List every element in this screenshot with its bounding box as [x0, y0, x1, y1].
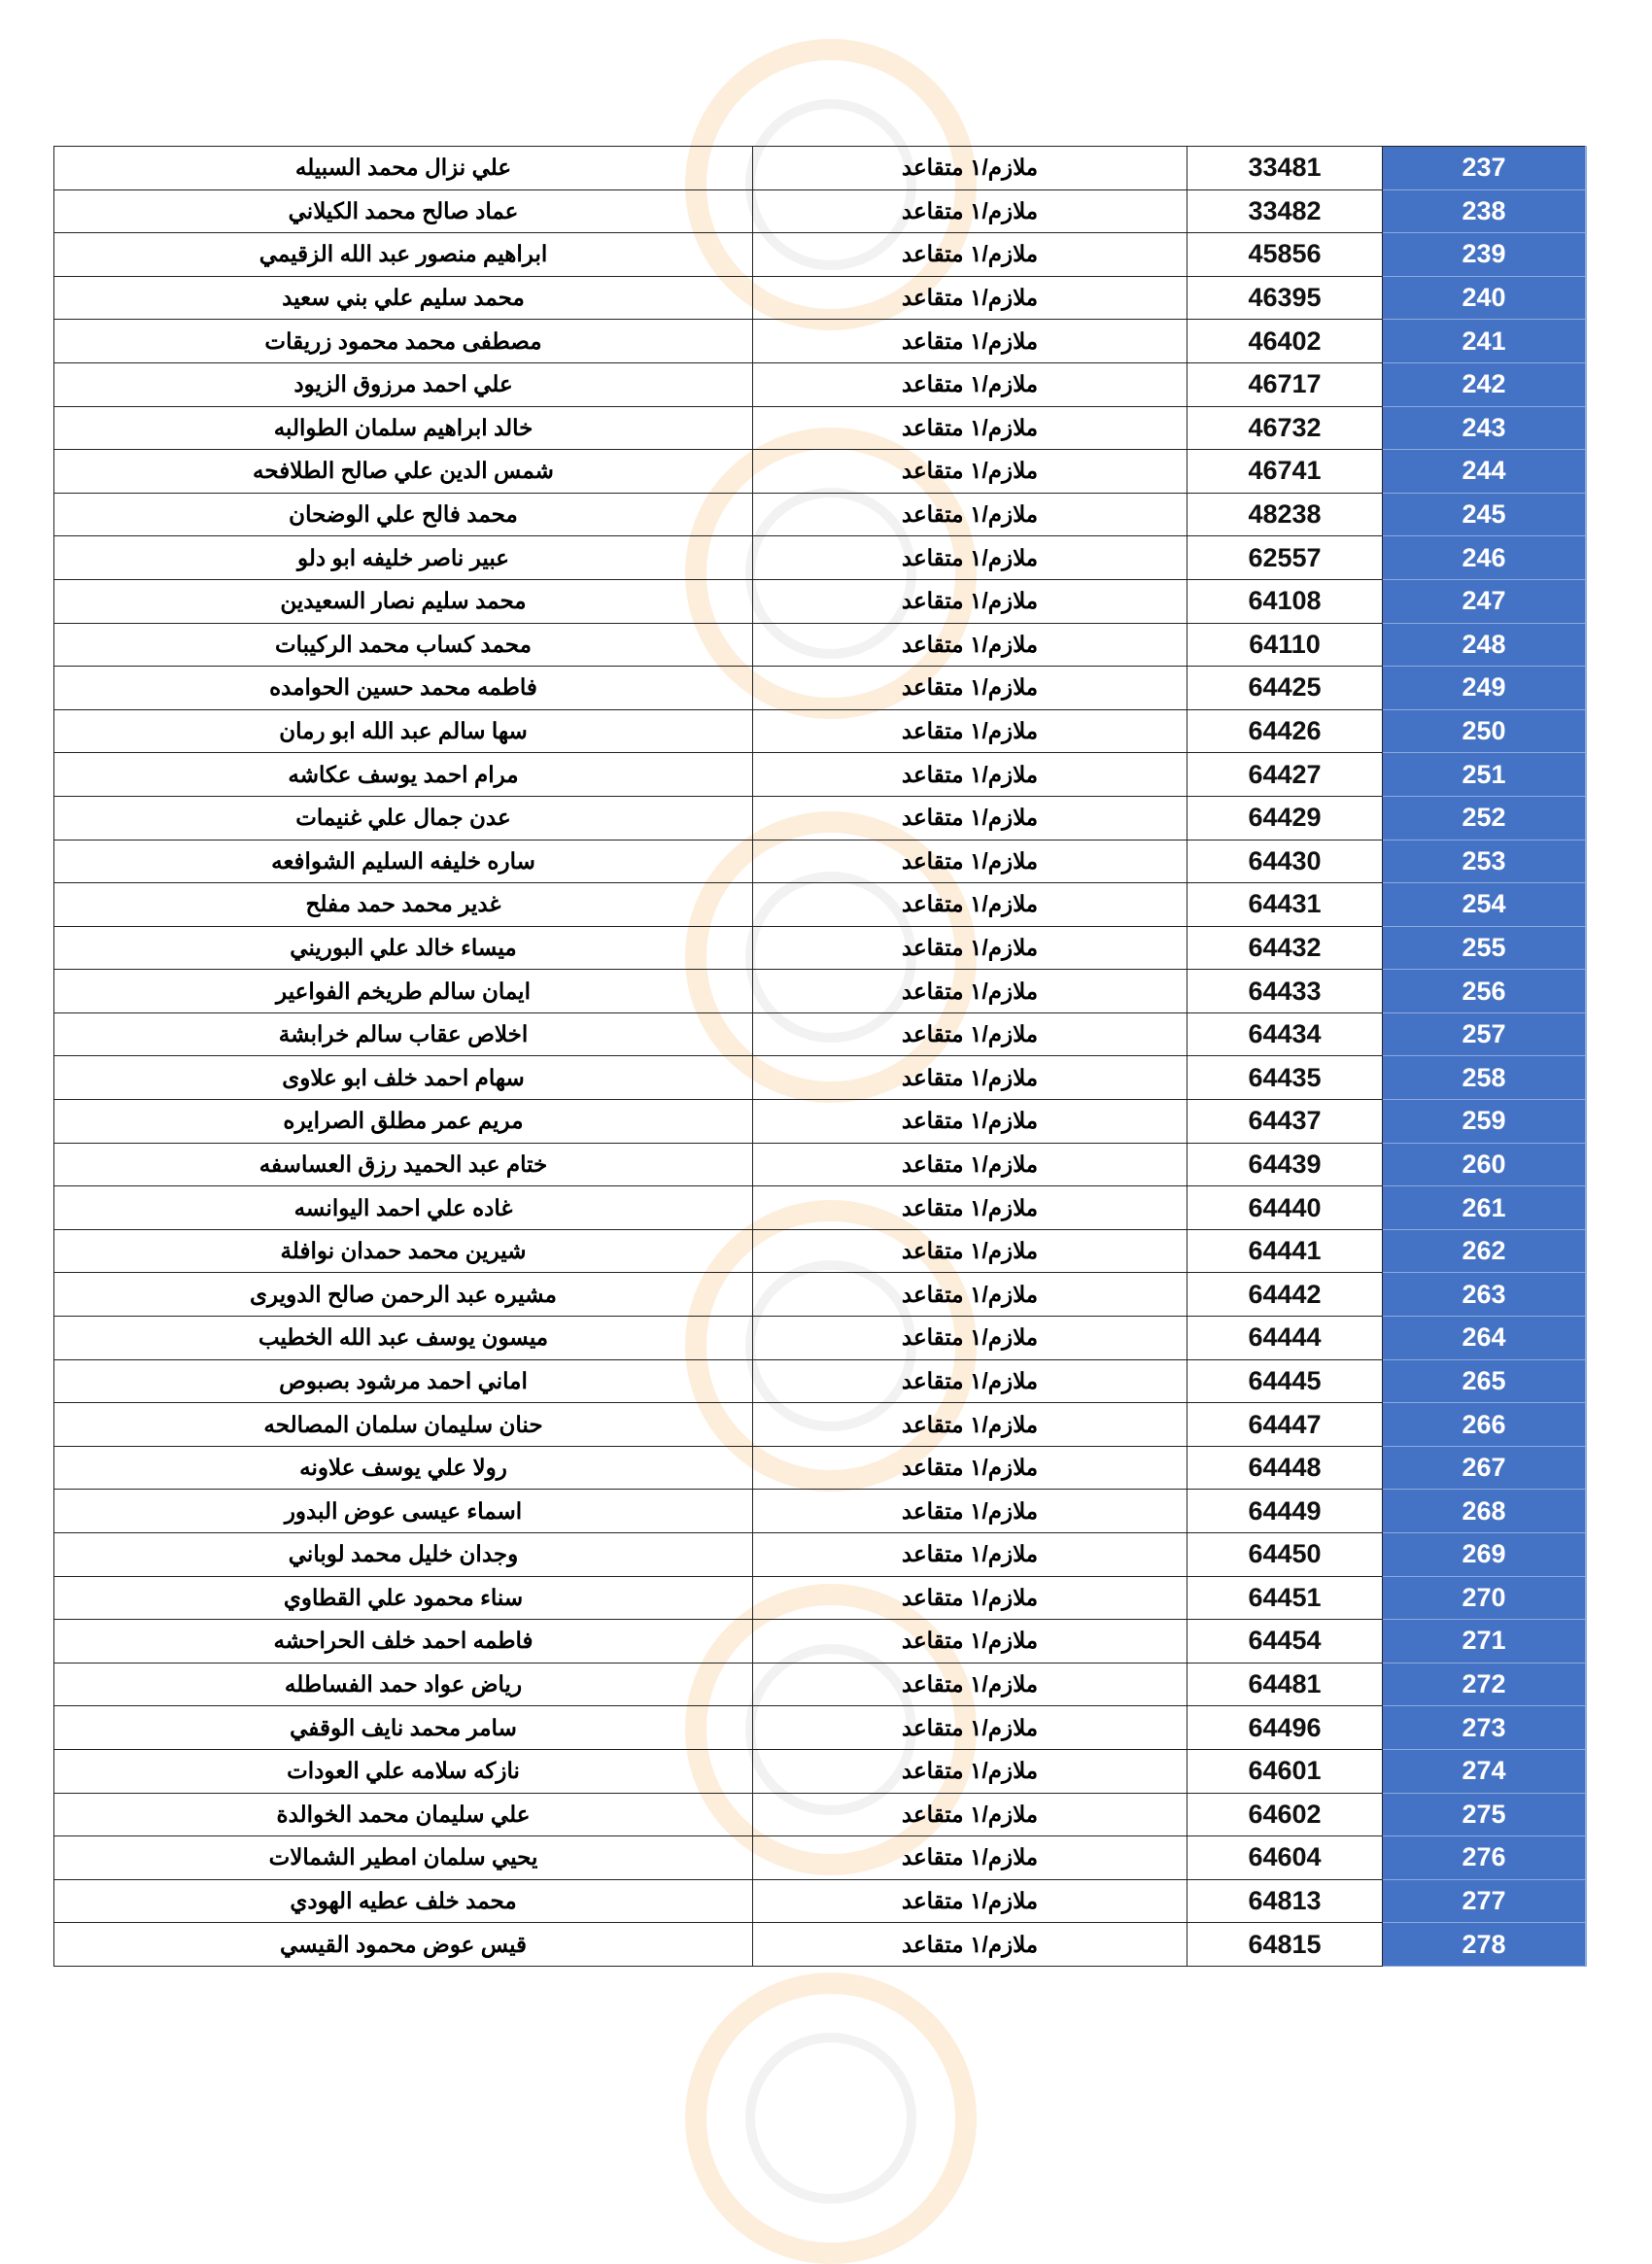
- row-number-cell: 238: [1383, 189, 1587, 233]
- rank-cell: ملازم/١ متقاعد: [753, 1576, 1187, 1620]
- military-id-cell: 46741: [1187, 450, 1383, 494]
- table-row: [54, 579, 1587, 623]
- rank-cell: ملازم/١ متقاعد: [753, 1056, 1187, 1100]
- name-cell: غدير محمد حمد مفلح: [54, 883, 753, 927]
- name-cell: فاطمه احمد خلف الحراحشه: [54, 1620, 753, 1664]
- military-id-cell: 64429: [1187, 796, 1383, 840]
- table-row: [54, 1706, 1587, 1750]
- row-number-cell: 249: [1383, 667, 1587, 710]
- table-row: [54, 883, 1587, 927]
- name-cell: اماني احمد مرشود بصبوص: [54, 1359, 753, 1403]
- rank-cell: ملازم/١ متقاعد: [753, 1879, 1187, 1923]
- table-row: [54, 623, 1587, 667]
- table-row: [54, 753, 1587, 797]
- row-number-cell: 257: [1383, 1012, 1587, 1056]
- name-cell: يحيي سلمان امطير الشمالات: [54, 1836, 753, 1880]
- table-row: [54, 1879, 1587, 1923]
- rank-cell: ملازم/١ متقاعد: [753, 753, 1187, 797]
- row-number-cell: 242: [1383, 362, 1587, 406]
- row-number-cell: 256: [1383, 970, 1587, 1013]
- rank-cell: ملازم/١ متقاعد: [753, 667, 1187, 710]
- rank-cell: ملازم/١ متقاعد: [753, 840, 1187, 883]
- military-id-cell: 64431: [1187, 883, 1383, 927]
- table-row: [54, 796, 1587, 840]
- table-row: [54, 1273, 1587, 1317]
- rank-cell: ملازم/١ متقاعد: [753, 1620, 1187, 1664]
- rank-cell: ملازم/١ متقاعد: [753, 1793, 1187, 1836]
- military-id-cell: 64448: [1187, 1446, 1383, 1490]
- row-number-cell: 259: [1383, 1100, 1587, 1144]
- row-number-cell: 258: [1383, 1056, 1587, 1100]
- name-cell: محمد كساب محمد الركيبات: [54, 623, 753, 667]
- rank-cell: ملازم/١ متقاعد: [753, 796, 1187, 840]
- row-number-cell: 274: [1383, 1749, 1587, 1793]
- row-number-cell: 253: [1383, 840, 1587, 883]
- row-number-cell: 254: [1383, 883, 1587, 927]
- rank-cell: ملازم/١ متقاعد: [753, 1446, 1187, 1490]
- name-cell: قيس عوض محمود القيسي: [54, 1923, 753, 1967]
- rank-cell: ملازم/١ متقاعد: [753, 276, 1187, 320]
- table-body: [54, 147, 1587, 1967]
- military-id-cell: 64481: [1187, 1663, 1383, 1706]
- row-number-cell: 275: [1383, 1793, 1587, 1836]
- name-cell: خالد ابراهيم سلمان الطوالبه: [54, 406, 753, 450]
- table-row: [54, 1446, 1587, 1490]
- row-number-cell: 250: [1383, 709, 1587, 753]
- rank-cell: ملازم/١ متقاعد: [753, 579, 1187, 623]
- row-number-cell: 270: [1383, 1576, 1587, 1620]
- rank-cell: ملازم/١ متقاعد: [753, 926, 1187, 970]
- rank-cell: ملازم/١ متقاعد: [753, 1229, 1187, 1273]
- rank-cell: ملازم/١ متقاعد: [753, 189, 1187, 233]
- row-number-cell: 269: [1383, 1533, 1587, 1577]
- name-cell: سهام احمد خلف ابو علاوى: [54, 1056, 753, 1100]
- rank-cell: ملازم/١ متقاعد: [753, 1359, 1187, 1403]
- rank-cell: ملازم/١ متقاعد: [753, 1403, 1187, 1447]
- table-row: [54, 709, 1587, 753]
- table-row: [54, 1359, 1587, 1403]
- table-row: [54, 147, 1587, 190]
- name-cell: ميسون يوسف عبد الله الخطيب: [54, 1317, 753, 1360]
- name-cell: ختام عبد الحميد رزق العساسفه: [54, 1143, 753, 1186]
- name-cell: وجدان خليل محمد لوباني: [54, 1533, 753, 1577]
- row-number-cell: 271: [1383, 1620, 1587, 1664]
- name-cell: عدن جمال علي غنيمات: [54, 796, 753, 840]
- name-cell: مشيره عبد الرحمن صالح الدويرى: [54, 1273, 753, 1317]
- name-cell: سناء محمود علي القطاوي: [54, 1576, 753, 1620]
- name-cell: سامر محمد نايف الوقفي: [54, 1706, 753, 1750]
- table-row: [54, 970, 1587, 1013]
- military-id-cell: 64437: [1187, 1100, 1383, 1144]
- military-id-cell: 62557: [1187, 536, 1383, 580]
- military-id-cell: 64449: [1187, 1490, 1383, 1533]
- name-cell: اخلاص عقاب سالم خرابشة: [54, 1012, 753, 1056]
- name-cell: محمد خلف عطيه الهودي: [54, 1879, 753, 1923]
- table-row: [54, 536, 1587, 580]
- row-number-cell: 267: [1383, 1446, 1587, 1490]
- name-cell: ابراهيم منصور عبد الله الزقيمي: [54, 233, 753, 277]
- military-id-cell: 64815: [1187, 1923, 1383, 1967]
- rank-cell: ملازم/١ متقاعد: [753, 147, 1187, 190]
- name-cell: اسماء عيسى عوض البدور: [54, 1490, 753, 1533]
- table-row: [54, 1100, 1587, 1144]
- military-id-cell: 64813: [1187, 1879, 1383, 1923]
- military-id-cell: 33481: [1187, 147, 1383, 190]
- rank-cell: ملازم/١ متقاعد: [753, 1317, 1187, 1360]
- table-row: [54, 1229, 1587, 1273]
- row-number-cell: 278: [1383, 1923, 1587, 1967]
- name-cell: علي سليمان محمد الخوالدة: [54, 1793, 753, 1836]
- row-number-cell: 252: [1383, 796, 1587, 840]
- table-row: [54, 233, 1587, 277]
- table-row: [54, 1793, 1587, 1836]
- military-id-cell: 64426: [1187, 709, 1383, 753]
- table-row: [54, 1186, 1587, 1230]
- row-number-cell: 255: [1383, 926, 1587, 970]
- table-row: [54, 406, 1587, 450]
- rank-cell: ملازم/١ متقاعد: [753, 1749, 1187, 1793]
- rank-cell: ملازم/١ متقاعد: [753, 623, 1187, 667]
- table-row: [54, 1923, 1587, 1967]
- row-number-cell: 266: [1383, 1403, 1587, 1447]
- military-id-cell: 64440: [1187, 1186, 1383, 1230]
- row-number-cell: 251: [1383, 753, 1587, 797]
- name-cell: غاده علي احمد اليوانسه: [54, 1186, 753, 1230]
- military-id-cell: 64450: [1187, 1533, 1383, 1577]
- name-cell: محمد فالح علي الوضحان: [54, 493, 753, 536]
- military-id-cell: 64432: [1187, 926, 1383, 970]
- name-cell: فاطمه محمد حسين الحوامده: [54, 667, 753, 710]
- table-row: [54, 1533, 1587, 1577]
- military-id-cell: 33482: [1187, 189, 1383, 233]
- rank-cell: ملازم/١ متقاعد: [753, 1012, 1187, 1056]
- row-number-cell: 261: [1383, 1186, 1587, 1230]
- military-id-cell: 64454: [1187, 1620, 1383, 1664]
- table-row: [54, 1143, 1587, 1186]
- table-row: [54, 362, 1587, 406]
- table-row: [54, 1317, 1587, 1360]
- military-id-cell: 64427: [1187, 753, 1383, 797]
- rank-cell: ملازم/١ متقاعد: [753, 233, 1187, 277]
- name-cell: ساره خليفه السليم الشوافعه: [54, 840, 753, 883]
- military-id-cell: 64108: [1187, 579, 1383, 623]
- rank-cell: ملازم/١ متقاعد: [753, 1100, 1187, 1144]
- military-id-cell: 64447: [1187, 1403, 1383, 1447]
- rank-cell: ملازم/١ متقاعد: [753, 362, 1187, 406]
- row-number-cell: 263: [1383, 1273, 1587, 1317]
- name-cell: سها سالم عبد الله ابو رمان: [54, 709, 753, 753]
- row-number-cell: 276: [1383, 1836, 1587, 1880]
- row-number-cell: 246: [1383, 536, 1587, 580]
- rank-cell: ملازم/١ متقاعد: [753, 1533, 1187, 1577]
- name-cell: ايمان سالم طريخم الفواعير: [54, 970, 753, 1013]
- table-row: [54, 320, 1587, 363]
- row-number-cell: 247: [1383, 579, 1587, 623]
- military-id-cell: 64602: [1187, 1793, 1383, 1836]
- military-id-cell: 64433: [1187, 970, 1383, 1013]
- rank-cell: ملازم/١ متقاعد: [753, 320, 1187, 363]
- table-row: [54, 1056, 1587, 1100]
- row-number-cell: 264: [1383, 1317, 1587, 1360]
- watermark-logo: [685, 1972, 977, 2264]
- table-row: [54, 450, 1587, 494]
- military-id-cell: 45856: [1187, 233, 1383, 277]
- row-number-cell: 273: [1383, 1706, 1587, 1750]
- name-cell: عبير ناصر خليفه ابو دلو: [54, 536, 753, 580]
- table-row: [54, 493, 1587, 536]
- rank-cell: ملازم/١ متقاعد: [753, 406, 1187, 450]
- name-cell: علي احمد مرزوق الزيود: [54, 362, 753, 406]
- rank-cell: ملازم/١ متقاعد: [753, 1143, 1187, 1186]
- rank-cell: ملازم/١ متقاعد: [753, 1836, 1187, 1880]
- table-row: [54, 667, 1587, 710]
- military-id-cell: 64434: [1187, 1012, 1383, 1056]
- military-id-cell: 64430: [1187, 840, 1383, 883]
- row-number-cell: 248: [1383, 623, 1587, 667]
- rank-cell: ملازم/١ متقاعد: [753, 1706, 1187, 1750]
- military-id-cell: 64435: [1187, 1056, 1383, 1100]
- military-id-cell: 46732: [1187, 406, 1383, 450]
- name-cell: مصطفى محمد محمود زريقات: [54, 320, 753, 363]
- row-number-cell: 244: [1383, 450, 1587, 494]
- name-cell: مريم عمر مطلق الصرايره: [54, 1100, 753, 1144]
- name-cell: علي نزال محمد السبيله: [54, 147, 753, 190]
- military-id-cell: 46395: [1187, 276, 1383, 320]
- military-id-cell: 64442: [1187, 1273, 1383, 1317]
- military-id-cell: 64601: [1187, 1749, 1383, 1793]
- rank-cell: ملازم/١ متقاعد: [753, 1273, 1187, 1317]
- name-cell: شيرين محمد حمدان نوافلة: [54, 1229, 753, 1273]
- table-row: [54, 1576, 1587, 1620]
- rank-cell: ملازم/١ متقاعد: [753, 1663, 1187, 1706]
- military-id-cell: 46717: [1187, 362, 1383, 406]
- military-id-cell: 64451: [1187, 1576, 1383, 1620]
- rank-cell: ملازم/١ متقاعد: [753, 883, 1187, 927]
- military-id-cell: 64444: [1187, 1317, 1383, 1360]
- row-number-cell: 265: [1383, 1359, 1587, 1403]
- table-row: [54, 1663, 1587, 1706]
- military-id-cell: 48238: [1187, 493, 1383, 536]
- table-row: [54, 1620, 1587, 1664]
- row-number-cell: 262: [1383, 1229, 1587, 1273]
- row-number-cell: 277: [1383, 1879, 1587, 1923]
- row-number-cell: 260: [1383, 1143, 1587, 1186]
- table-row: [54, 1012, 1587, 1056]
- military-id-cell: 64110: [1187, 623, 1383, 667]
- table-row: [54, 1749, 1587, 1793]
- row-number-cell: 272: [1383, 1663, 1587, 1706]
- rank-cell: ملازم/١ متقاعد: [753, 493, 1187, 536]
- name-cell: حنان سليمان سلمان المصالحه: [54, 1403, 753, 1447]
- military-id-cell: 64441: [1187, 1229, 1383, 1273]
- row-number-cell: 237: [1383, 147, 1587, 190]
- military-id-cell: 64604: [1187, 1836, 1383, 1880]
- name-cell: رولا علي يوسف علاونه: [54, 1446, 753, 1490]
- table-row: [54, 1836, 1587, 1880]
- row-number-cell: 241: [1383, 320, 1587, 363]
- row-number-cell: 243: [1383, 406, 1587, 450]
- rank-cell: ملازم/١ متقاعد: [753, 1490, 1187, 1533]
- table-row: [54, 189, 1587, 233]
- row-number-cell: 240: [1383, 276, 1587, 320]
- rank-cell: ملازم/١ متقاعد: [753, 1923, 1187, 1967]
- retirees-table: [53, 146, 1587, 1967]
- name-cell: نازكه سلامه علي العودات: [54, 1749, 753, 1793]
- row-number-cell: 268: [1383, 1490, 1587, 1533]
- table-row: [54, 840, 1587, 883]
- military-id-cell: 64496: [1187, 1706, 1383, 1750]
- name-cell: رياض عواد حمد الفساطله: [54, 1663, 753, 1706]
- name-cell: محمد سليم علي بني سعيد: [54, 276, 753, 320]
- table-row: [54, 1403, 1587, 1447]
- rank-cell: ملازم/١ متقاعد: [753, 1186, 1187, 1230]
- rank-cell: ملازم/١ متقاعد: [753, 709, 1187, 753]
- name-cell: عماد صالح محمد الكيلاني: [54, 189, 753, 233]
- rank-cell: ملازم/١ متقاعد: [753, 970, 1187, 1013]
- name-cell: شمس الدين علي صالح الطلافحه: [54, 450, 753, 494]
- row-number-cell: 239: [1383, 233, 1587, 277]
- name-cell: ميساء خالد علي البوريني: [54, 926, 753, 970]
- row-number-cell: 245: [1383, 493, 1587, 536]
- military-id-cell: 64439: [1187, 1143, 1383, 1186]
- name-cell: محمد سليم نصار السعيدين: [54, 579, 753, 623]
- table-row: [54, 926, 1587, 970]
- name-cell: مرام احمد يوسف عكاشه: [54, 753, 753, 797]
- military-id-cell: 64445: [1187, 1359, 1383, 1403]
- military-id-cell: 64425: [1187, 667, 1383, 710]
- rank-cell: ملازم/١ متقاعد: [753, 450, 1187, 494]
- table-row: [54, 1490, 1587, 1533]
- military-id-cell: 46402: [1187, 320, 1383, 363]
- table-row: [54, 276, 1587, 320]
- rank-cell: ملازم/١ متقاعد: [753, 536, 1187, 580]
